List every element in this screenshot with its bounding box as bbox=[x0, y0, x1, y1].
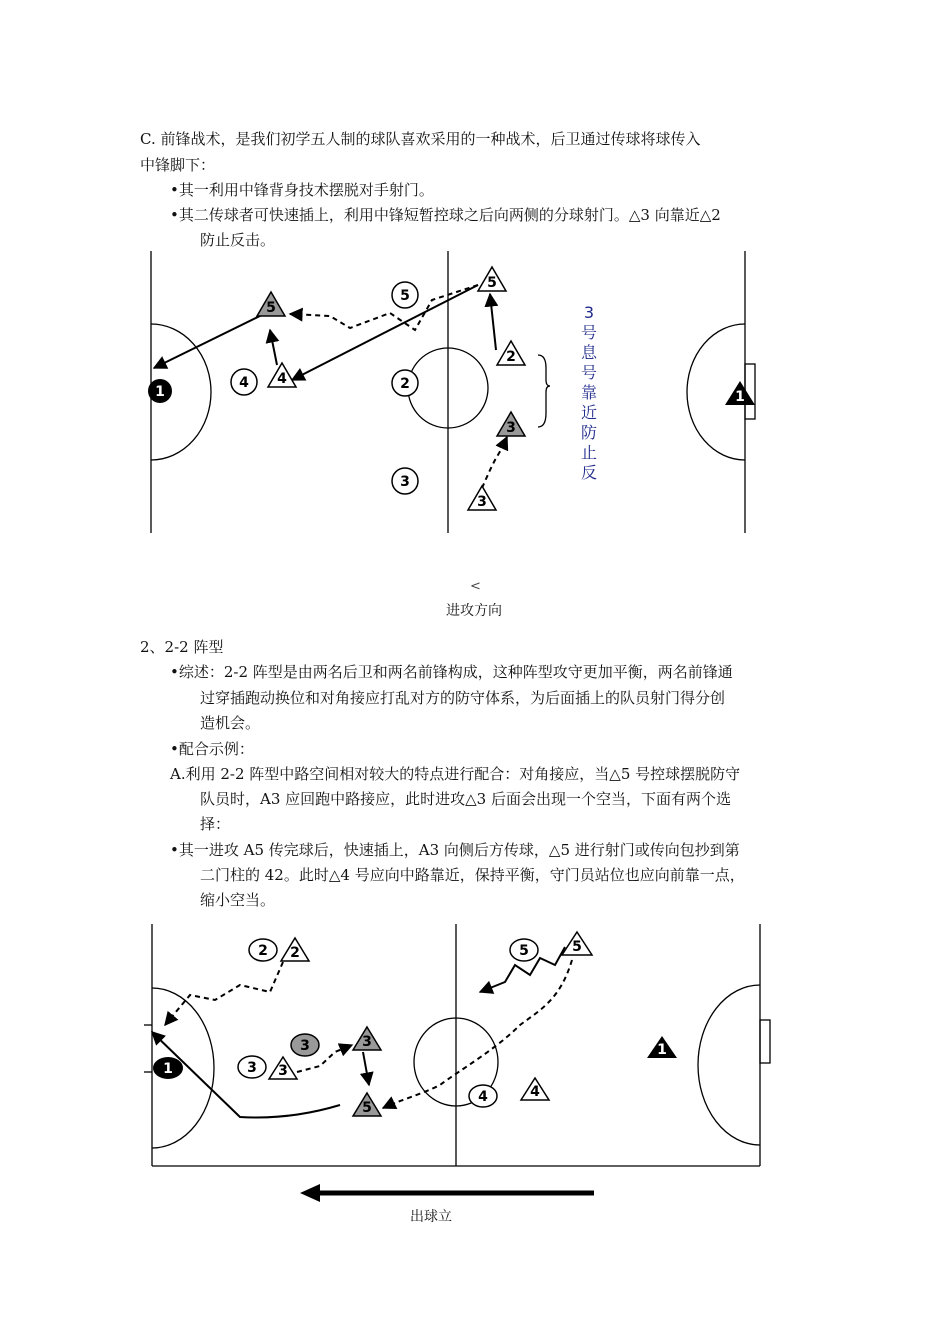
figure-2-caption: 出球立 bbox=[410, 1209, 452, 1225]
goalkeeper-left-2 bbox=[153, 1057, 183, 1079]
section-c-bullet-2-line-2: 防止反击。 bbox=[200, 231, 276, 249]
option-a-line-2: 队员时，A3 应回跑中路接应，此时进攻△3 后面会出现一个空当，下面有两个选 bbox=[200, 790, 731, 808]
section-c-line-1: C. 前锋战术，是我们初学五人制的球队喜欢采用的一种战术，后卫通过传球将球传入 bbox=[140, 130, 701, 148]
example-label: •配合示例： bbox=[170, 740, 254, 758]
player-triangle-5b bbox=[562, 932, 592, 955]
small-arrow-mark: < bbox=[470, 579, 481, 594]
player-triangle-5 bbox=[478, 267, 506, 291]
vertical-note: 3号息号靠近防止反 bbox=[580, 303, 597, 482]
svg-text:2: 2 bbox=[258, 943, 268, 959]
svg-text:5: 5 bbox=[572, 939, 582, 955]
option-a-line-3: 择： bbox=[200, 815, 231, 833]
svg-text:5: 5 bbox=[400, 288, 410, 304]
svg-text:5: 5 bbox=[519, 943, 529, 959]
player-triangle-3c bbox=[269, 1057, 297, 1079]
svg-text:2: 2 bbox=[290, 945, 300, 961]
section-c-bullet-2-line-1: •其二传球者可快速插上，利用中锋短暂控球之后向两侧的分球射门。△3 向靠近△2 bbox=[170, 206, 721, 224]
pass-arrows bbox=[154, 285, 496, 380]
svg-text:4: 4 bbox=[277, 371, 287, 387]
player-circle-3b bbox=[238, 1056, 266, 1078]
option-one-line-1: •其一进攻 A5 传完球后，快速插上，A3 向侧后方传球，△5 进行射门或传向包抄到第 bbox=[170, 841, 740, 859]
players-fig2 bbox=[153, 932, 677, 1116]
player-triangle-4b bbox=[521, 1078, 549, 1100]
section-2-heading: 2、2-2 阵型 bbox=[140, 638, 224, 656]
svg-text:5: 5 bbox=[362, 1100, 372, 1116]
svg-text:3: 3 bbox=[477, 494, 487, 510]
player-circle-5 bbox=[392, 282, 418, 308]
player-circle-3-grey bbox=[291, 1034, 319, 1056]
svg-text:3: 3 bbox=[247, 1060, 257, 1076]
svg-text:1: 1 bbox=[163, 1061, 173, 1077]
svg-text:3: 3 bbox=[278, 1063, 288, 1079]
svg-text:1: 1 bbox=[735, 389, 745, 405]
player-triangle-3-grey bbox=[497, 412, 525, 436]
goalkeeper-right bbox=[725, 381, 755, 405]
svg-text:1: 1 bbox=[657, 1042, 667, 1058]
goalkeeper-left bbox=[148, 379, 172, 403]
player-triangle-5-grey-b bbox=[353, 1093, 381, 1116]
svg-text:4: 4 bbox=[478, 1089, 488, 1105]
player-circle-4b bbox=[469, 1085, 497, 1107]
section-c-line-2: 中锋脚下： bbox=[140, 156, 216, 174]
tactic-diagram-1 bbox=[0, 0, 950, 560]
option-one-line-2: 二门柱的 42。此时△4 号应向中路靠近，保持平衡，守门员站位也应向前靠一点， bbox=[200, 866, 745, 884]
player-triangle-3 bbox=[468, 486, 496, 510]
option-a-line-1: A.利用 2-2 阵型中路空间相对较大的特点进行配合：对角接应，当△5 号控球摆脱防守 bbox=[170, 765, 741, 783]
svg-text:3: 3 bbox=[362, 1034, 372, 1050]
svg-text:3: 3 bbox=[300, 1038, 310, 1054]
goalkeeper-right-2 bbox=[647, 1036, 677, 1058]
svg-text:3: 3 bbox=[506, 420, 516, 436]
section-c-bullet-1: •其一利用中锋背身技术摆脱对手射门。 bbox=[170, 181, 434, 199]
player-circle-5b bbox=[510, 939, 538, 961]
svg-text:5: 5 bbox=[487, 275, 497, 291]
svg-text:4: 4 bbox=[239, 375, 249, 391]
player-triangle-4 bbox=[268, 363, 296, 387]
player-circle-2b bbox=[249, 939, 277, 961]
player-circle-4 bbox=[231, 369, 257, 395]
svg-text:5: 5 bbox=[266, 300, 276, 316]
pitch-lines-2 bbox=[144, 924, 770, 1166]
summary-line-1: •综述：2-2 阵型是由两名后卫和两名前锋构成，这种阵型攻守更加平衡，两名前锋通 bbox=[170, 663, 733, 681]
player-triangle-2b bbox=[281, 938, 309, 961]
player-triangle-2 bbox=[497, 341, 525, 365]
svg-text:2: 2 bbox=[400, 376, 410, 392]
svg-text:3: 3 bbox=[400, 474, 410, 490]
player-circle-2 bbox=[392, 370, 418, 396]
player-triangle-3b bbox=[353, 1027, 381, 1050]
figure-1-caption: 进攻方向 bbox=[446, 603, 502, 619]
summary-line-2: 过穿插跑动换位和对角接应打乱对方的防守体系，为后面插上的队员射门得分创 bbox=[200, 689, 726, 707]
tactic-diagram-2 bbox=[0, 910, 950, 1230]
svg-text:1: 1 bbox=[155, 384, 165, 400]
player-circle-3 bbox=[392, 468, 418, 494]
option-one-line-3: 缩小空当。 bbox=[200, 891, 276, 909]
svg-text:2: 2 bbox=[506, 349, 516, 365]
players-fig1 bbox=[148, 267, 755, 510]
player-triangle-5-grey bbox=[257, 292, 285, 316]
svg-text:4: 4 bbox=[530, 1084, 540, 1100]
summary-line-3: 造机会。 bbox=[200, 714, 261, 732]
attack-direction-arrow bbox=[300, 1184, 594, 1202]
